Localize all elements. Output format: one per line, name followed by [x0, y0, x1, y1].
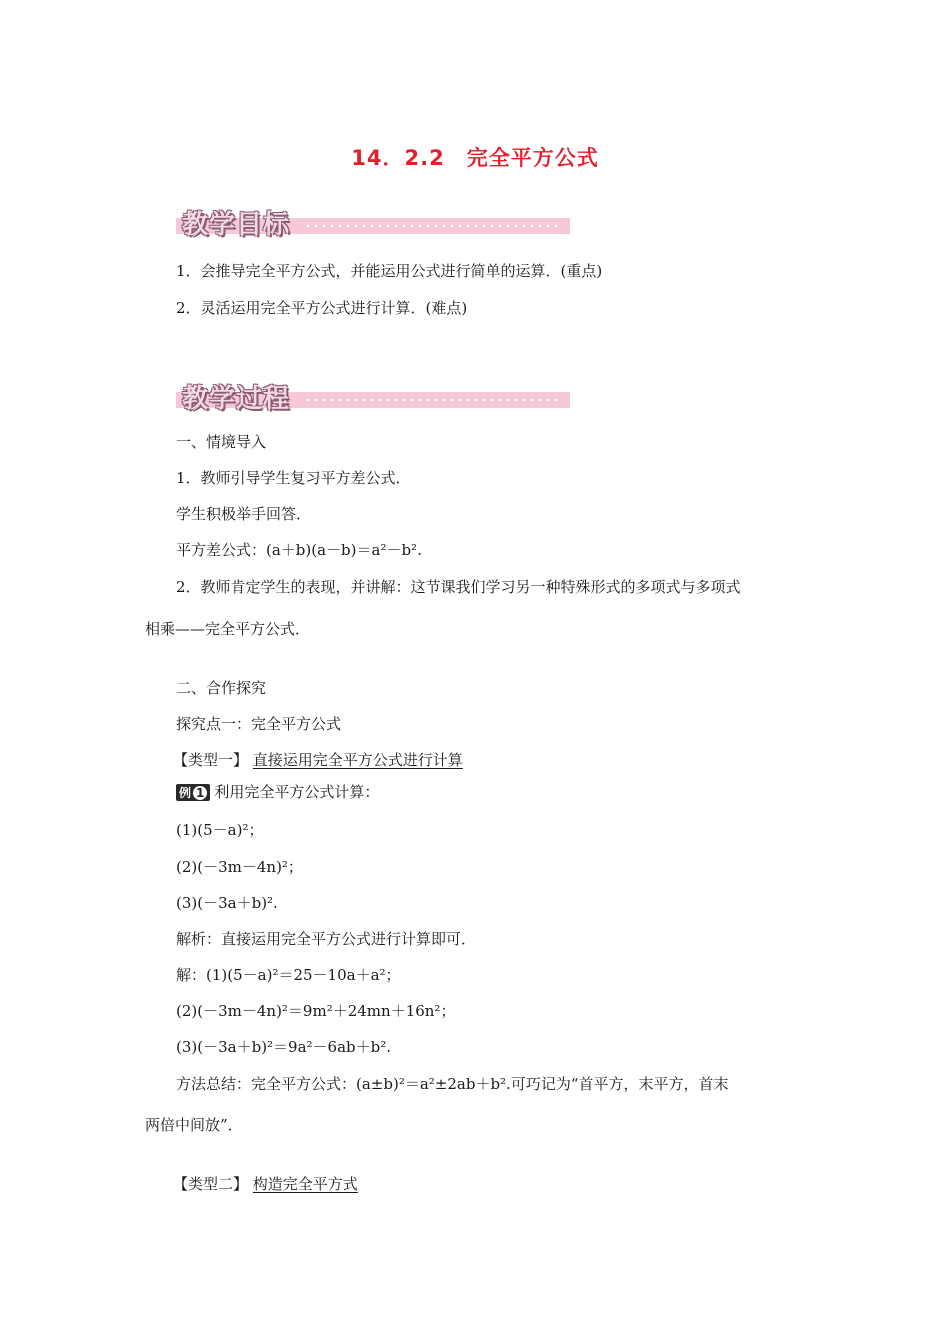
- summary-line-b: 两倍中间放”．: [145, 1116, 243, 1134]
- example-line: [176, 781, 379, 802]
- question-3: (3)(－3a＋b)².: [176, 894, 278, 912]
- page-title: 14．2.2 完全平方公式: [351, 146, 599, 170]
- process-heading: 教学过程: [182, 384, 291, 414]
- question-1: (1)(5－a)²；: [176, 821, 264, 839]
- example-text: 利用完全平方公式计算：: [214, 783, 380, 801]
- solution-3: (3)(－3a＋b)²＝9a²－6ab＋b².: [176, 1038, 392, 1056]
- analysis-line: 解析：直接运用完全平方公式进行计算即可．: [176, 930, 477, 948]
- solution-2: (2)(－3m－4n)²＝9m²＋24mn＋16n²；: [176, 1002, 456, 1020]
- solution-1: 解：(1)(5－a)²＝25－10a＋a²；: [176, 966, 401, 984]
- goals-banner: [176, 204, 570, 238]
- part1-line-4a: 2．教师肯定学生的表现，并讲解：这节课我们学习另一种特殊形式的多项式与多项式: [176, 578, 741, 596]
- example-badge: 例 1: [176, 784, 210, 801]
- goals-heading: 教学目标: [182, 210, 291, 240]
- goal-item-1: 1．会推导完全平方公式，并能运用公式进行简单的运算．(重点): [176, 262, 603, 280]
- goal-item-2: 2．灵活运用完全平方公式进行计算．(难点): [176, 299, 468, 317]
- part1-line-4b: 相乘——完全平方公式．: [145, 620, 311, 638]
- summary-line-a: 方法总结：完全平方公式：(a±b)²＝a²±2ab＋b².可巧记为“首平方，末平方，首末: [176, 1075, 729, 1093]
- process-banner: [176, 378, 570, 412]
- type1-tag: 【类型一】: [173, 751, 249, 769]
- type1-line: [173, 749, 463, 770]
- part1-line-2: 学生积极举手回答．: [176, 505, 312, 523]
- part1-heading: 一、情境导入: [176, 433, 267, 451]
- part1-line-1: 1．教师引导学生复习平方差公式．: [176, 469, 411, 487]
- part2-heading: 二、合作探究: [176, 679, 267, 697]
- type1-title: 直接运用完全平方公式进行计算: [252, 751, 463, 769]
- part1-line-3: 平方差公式：(a＋b)(a－b)＝a²－b².: [176, 541, 422, 559]
- type2-line: [173, 1173, 358, 1194]
- explore-point: 探究点一：完全平方公式: [176, 715, 342, 733]
- type2-title: 构造完全平方式: [252, 1175, 358, 1193]
- question-2: (2)(－3m－4n)²；: [176, 858, 303, 876]
- type2-tag: 【类型二】: [173, 1175, 249, 1193]
